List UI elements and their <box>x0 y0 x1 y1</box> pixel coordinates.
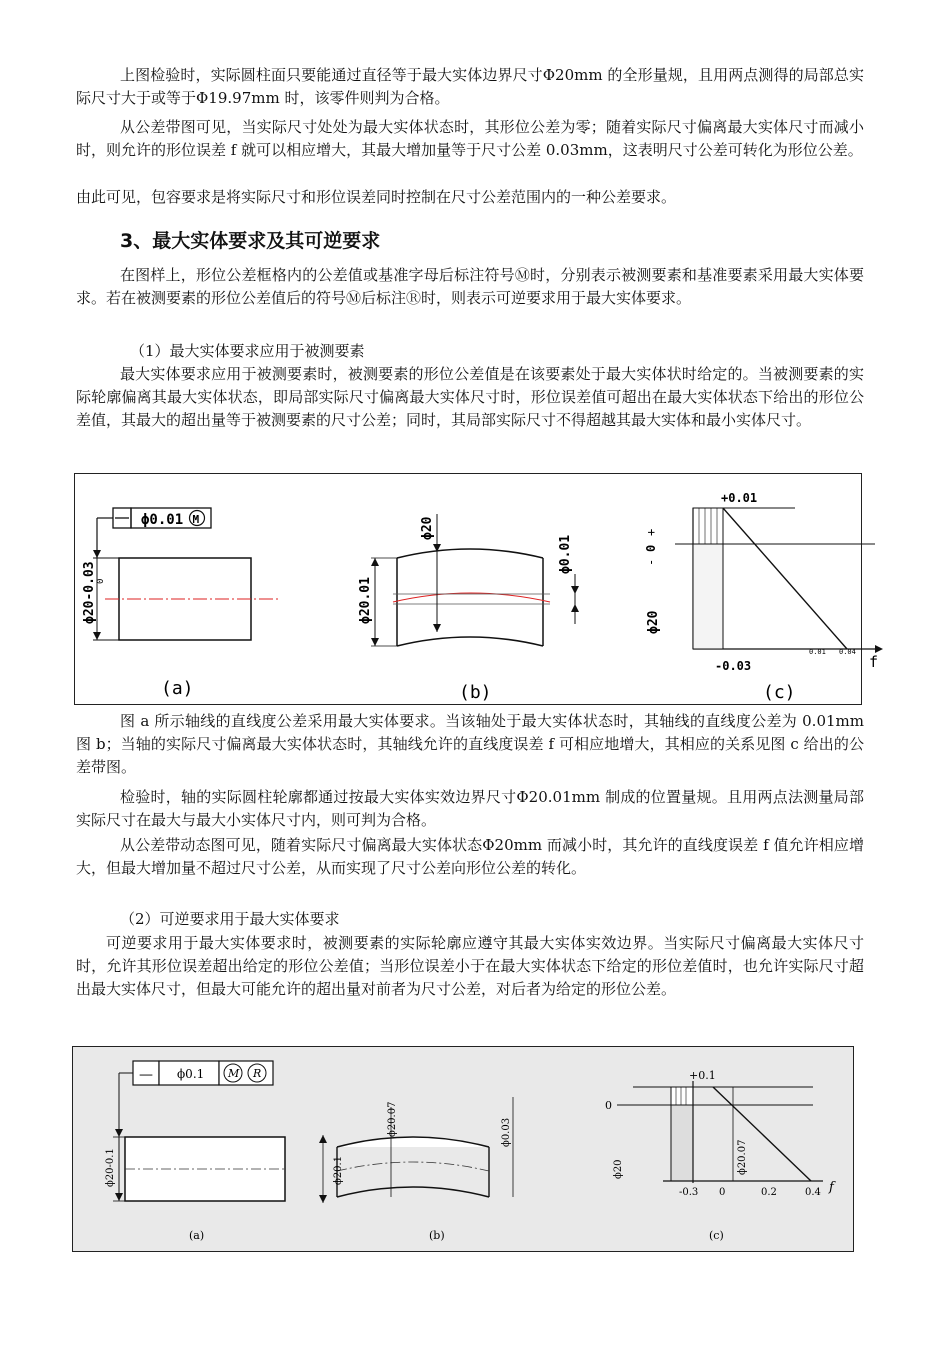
dimension-2b-top: ϕ20.07 <box>387 1101 398 1137</box>
c-minus: - <box>644 558 658 566</box>
label-2a: (a) <box>189 1229 205 1242</box>
c2-tick-2: 0 <box>719 1187 726 1198</box>
frame2-dash: — <box>139 1067 153 1083</box>
c-plus: + <box>644 528 658 536</box>
c-zone-top <box>693 508 723 544</box>
paragraph-mmr-feature: 最大实体要求应用于被测要素时，被测要素的形位公差值是在该要素处于最大实体状时给定的。当被测要素的实际轮廓偏离其最大实体状态，即局部实际尺寸偏离最大实体尺寸时，形位误差值可超出在最大实体状态下给出的形位公差值，其最大的超出量等于被测要素的尺寸公差；同时，其局部实际尺寸不得超越其最大实体和最小实体尺寸。 <box>76 365 864 429</box>
c2-tick-3: 0.2 <box>761 1187 777 1198</box>
figure-2-c <box>605 1069 836 1242</box>
paragraph-reversible: 可逆要求用于最大实体要求时，被测要素的实际轮廓应遵守其最大实体实效边界。当实际尺寸偏离最大实体尺寸时，允许其形位误差超出给定的形位公差值；当形位误差小于在最大实体状态下给定的形位差值时，也允许实际尺寸超出最大实体尺寸，但最大可能允许的超出量对前者为尺寸公差，对后者为给定的形位公差。 <box>76 934 864 998</box>
arrow-b2 <box>433 624 441 632</box>
paragraph-mmr-intro: 在图样上，形位公差框格内的公差值或基准字母后标注符号Ⓜ时，分别表示被测要素和基准要素采用最大实体要求。若在被测要素的形位公差值后的符号Ⓜ后标注Ⓡ时，则表示可逆要求用于最大实体要求。 <box>76 266 864 307</box>
dim-arrow-bottom <box>93 632 101 640</box>
c2-tick-1: -0.3 <box>679 1187 699 1198</box>
figure-1 <box>74 473 879 705</box>
frame2-m: M <box>228 1067 240 1080</box>
arrow-2b-1 <box>319 1135 327 1143</box>
c2-diagonal <box>713 1087 811 1181</box>
c2-tick-4: 0.4 <box>805 1187 821 1198</box>
c2-f-label: f <box>829 1180 834 1195</box>
dimension-2b-left: ϕ20.1 <box>333 1155 344 1185</box>
c-zone-bottom <box>693 544 723 649</box>
dimension-2a: ϕ20-0.1 <box>105 1148 116 1187</box>
figure-1-b <box>358 514 579 703</box>
arrow-2b-2 <box>319 1195 327 1203</box>
label-c: (c) <box>763 682 796 703</box>
c2-dia2-label: ϕ20.07 <box>737 1139 748 1175</box>
figure-2-b <box>319 1097 513 1242</box>
curved-bottom <box>397 637 543 646</box>
c2-zero-label: 0 <box>605 1099 612 1112</box>
arrow-b6 <box>571 604 579 612</box>
c-diagonal <box>723 508 847 649</box>
c-top-label: +0.01 <box>721 491 758 505</box>
arrow-2a-2 <box>115 1193 123 1201</box>
subheading-reversible: （2）可逆要求用于最大实体要求 <box>120 910 340 928</box>
c2-zone-bottom <box>671 1105 693 1181</box>
mmc-symbol: M <box>192 513 200 526</box>
c-f-label: f <box>869 653 879 671</box>
c-bottom-label: -0.03 <box>715 659 752 673</box>
paragraph-dynamic-zone: 从公差带动态图可见，随着实际尺寸偏离最大实体状态Φ20mm 而减小时，其允许的直线度误差 f 值允许相应增大，但最大增加量不超过尺寸公差，从而实现了尺寸公差向形位公差的转化。 <box>76 836 864 877</box>
figure-2-a <box>105 1061 285 1242</box>
section-heading: 3、最大实体要求及其可逆要求 <box>120 230 381 252</box>
frame2-r: R <box>253 1067 262 1080</box>
paragraph-figure-explanation: 图 a 所示轴线的直线度公差采用最大实体要求。当该轴处于最大实体状态时，其轴线的直线度公差为 0.01mm 图 b；当轴的实际尺寸偏离最大实体状态时，其轴线允许的直线度误差 f 可相应地增大，其相应的关系见图 c 给出的公差带图。 <box>76 712 864 776</box>
dimension-b-left: ϕ20.01 <box>358 577 373 624</box>
curved-top-2 <box>337 1137 489 1147</box>
dimension-a-upper: 0 <box>96 578 106 584</box>
curved-top <box>397 549 543 558</box>
paragraph-tolerance-zone: 从公差带图可见，当实际尺寸处处为最大实体状态时，其形位公差为零；随着实际尺寸偏离最大实体尺寸而减小时，则允许的形位误差 f 就可以相应增大，其最大增加量等于尺寸公差 0.03mm，这表明尺寸公差可转化为形位公差。 <box>76 118 864 159</box>
frame2-value: ϕ0.1 <box>177 1067 205 1081</box>
leader-arrow <box>93 550 101 558</box>
paragraph-inspection-2: 检验时，轴的实际圆柱轮廓都通过按最大实体实效边界尺寸Φ20.01mm 制成的位置量规。且用两点法测量局部实际尺寸在最大与最大小实体尺寸内，则可判为合格。 <box>76 788 864 829</box>
figure-1-c <box>644 491 883 703</box>
figure-1-a <box>82 508 280 699</box>
dimension-b-top: ϕ20 <box>420 516 435 540</box>
curved-axis-2 <box>337 1162 489 1171</box>
c-f-arrow <box>875 645 883 653</box>
figure-2 <box>72 1046 854 1252</box>
dimension-2b-right: ϕ0.03 <box>501 1117 512 1147</box>
arrow-b5 <box>571 586 579 594</box>
c-tick-2: 0.04 <box>839 648 856 656</box>
paragraph-conclusion: 由此可见，包容要求是将实际尺寸和形位误差同时控制在尺寸公差范围内的一种公差要求。 <box>76 188 677 206</box>
subheading-mmr-feature: （1）最大实体要求应用于被测要素 <box>130 342 365 360</box>
dimension-a: ϕ20-0.03 <box>82 561 97 624</box>
label-2b: (b) <box>429 1229 445 1242</box>
dimension-b-right: ϕ0.01 <box>558 534 573 574</box>
c-tick-1: 0.01 <box>809 648 826 656</box>
c2-dia-label: ϕ20 <box>613 1159 624 1179</box>
frame-value: ϕ0.01 <box>141 512 184 528</box>
c-zero-label: 0 <box>644 544 658 552</box>
arrow-b4 <box>371 638 379 646</box>
arrow-2a-1 <box>115 1129 123 1137</box>
c2-top-label: +0.1 <box>689 1069 716 1082</box>
c-dia-label: ϕ20 <box>646 610 661 634</box>
paragraph-inspection: 上图检验时，实际圆柱面只要能通过直径等于最大实体边界尺寸Φ20mm 的全形量规，且用两点测得的局部总实际尺寸大于或等于Φ19.97mm 时，该零件则判为合格。 <box>76 66 864 107</box>
label-a: (a) <box>161 678 194 699</box>
curved-bottom-2 <box>337 1187 489 1197</box>
label-b: (b) <box>459 682 492 703</box>
arrow-b3 <box>371 558 379 566</box>
label-2c: (c) <box>709 1229 724 1242</box>
c2-zone-top <box>671 1087 693 1105</box>
